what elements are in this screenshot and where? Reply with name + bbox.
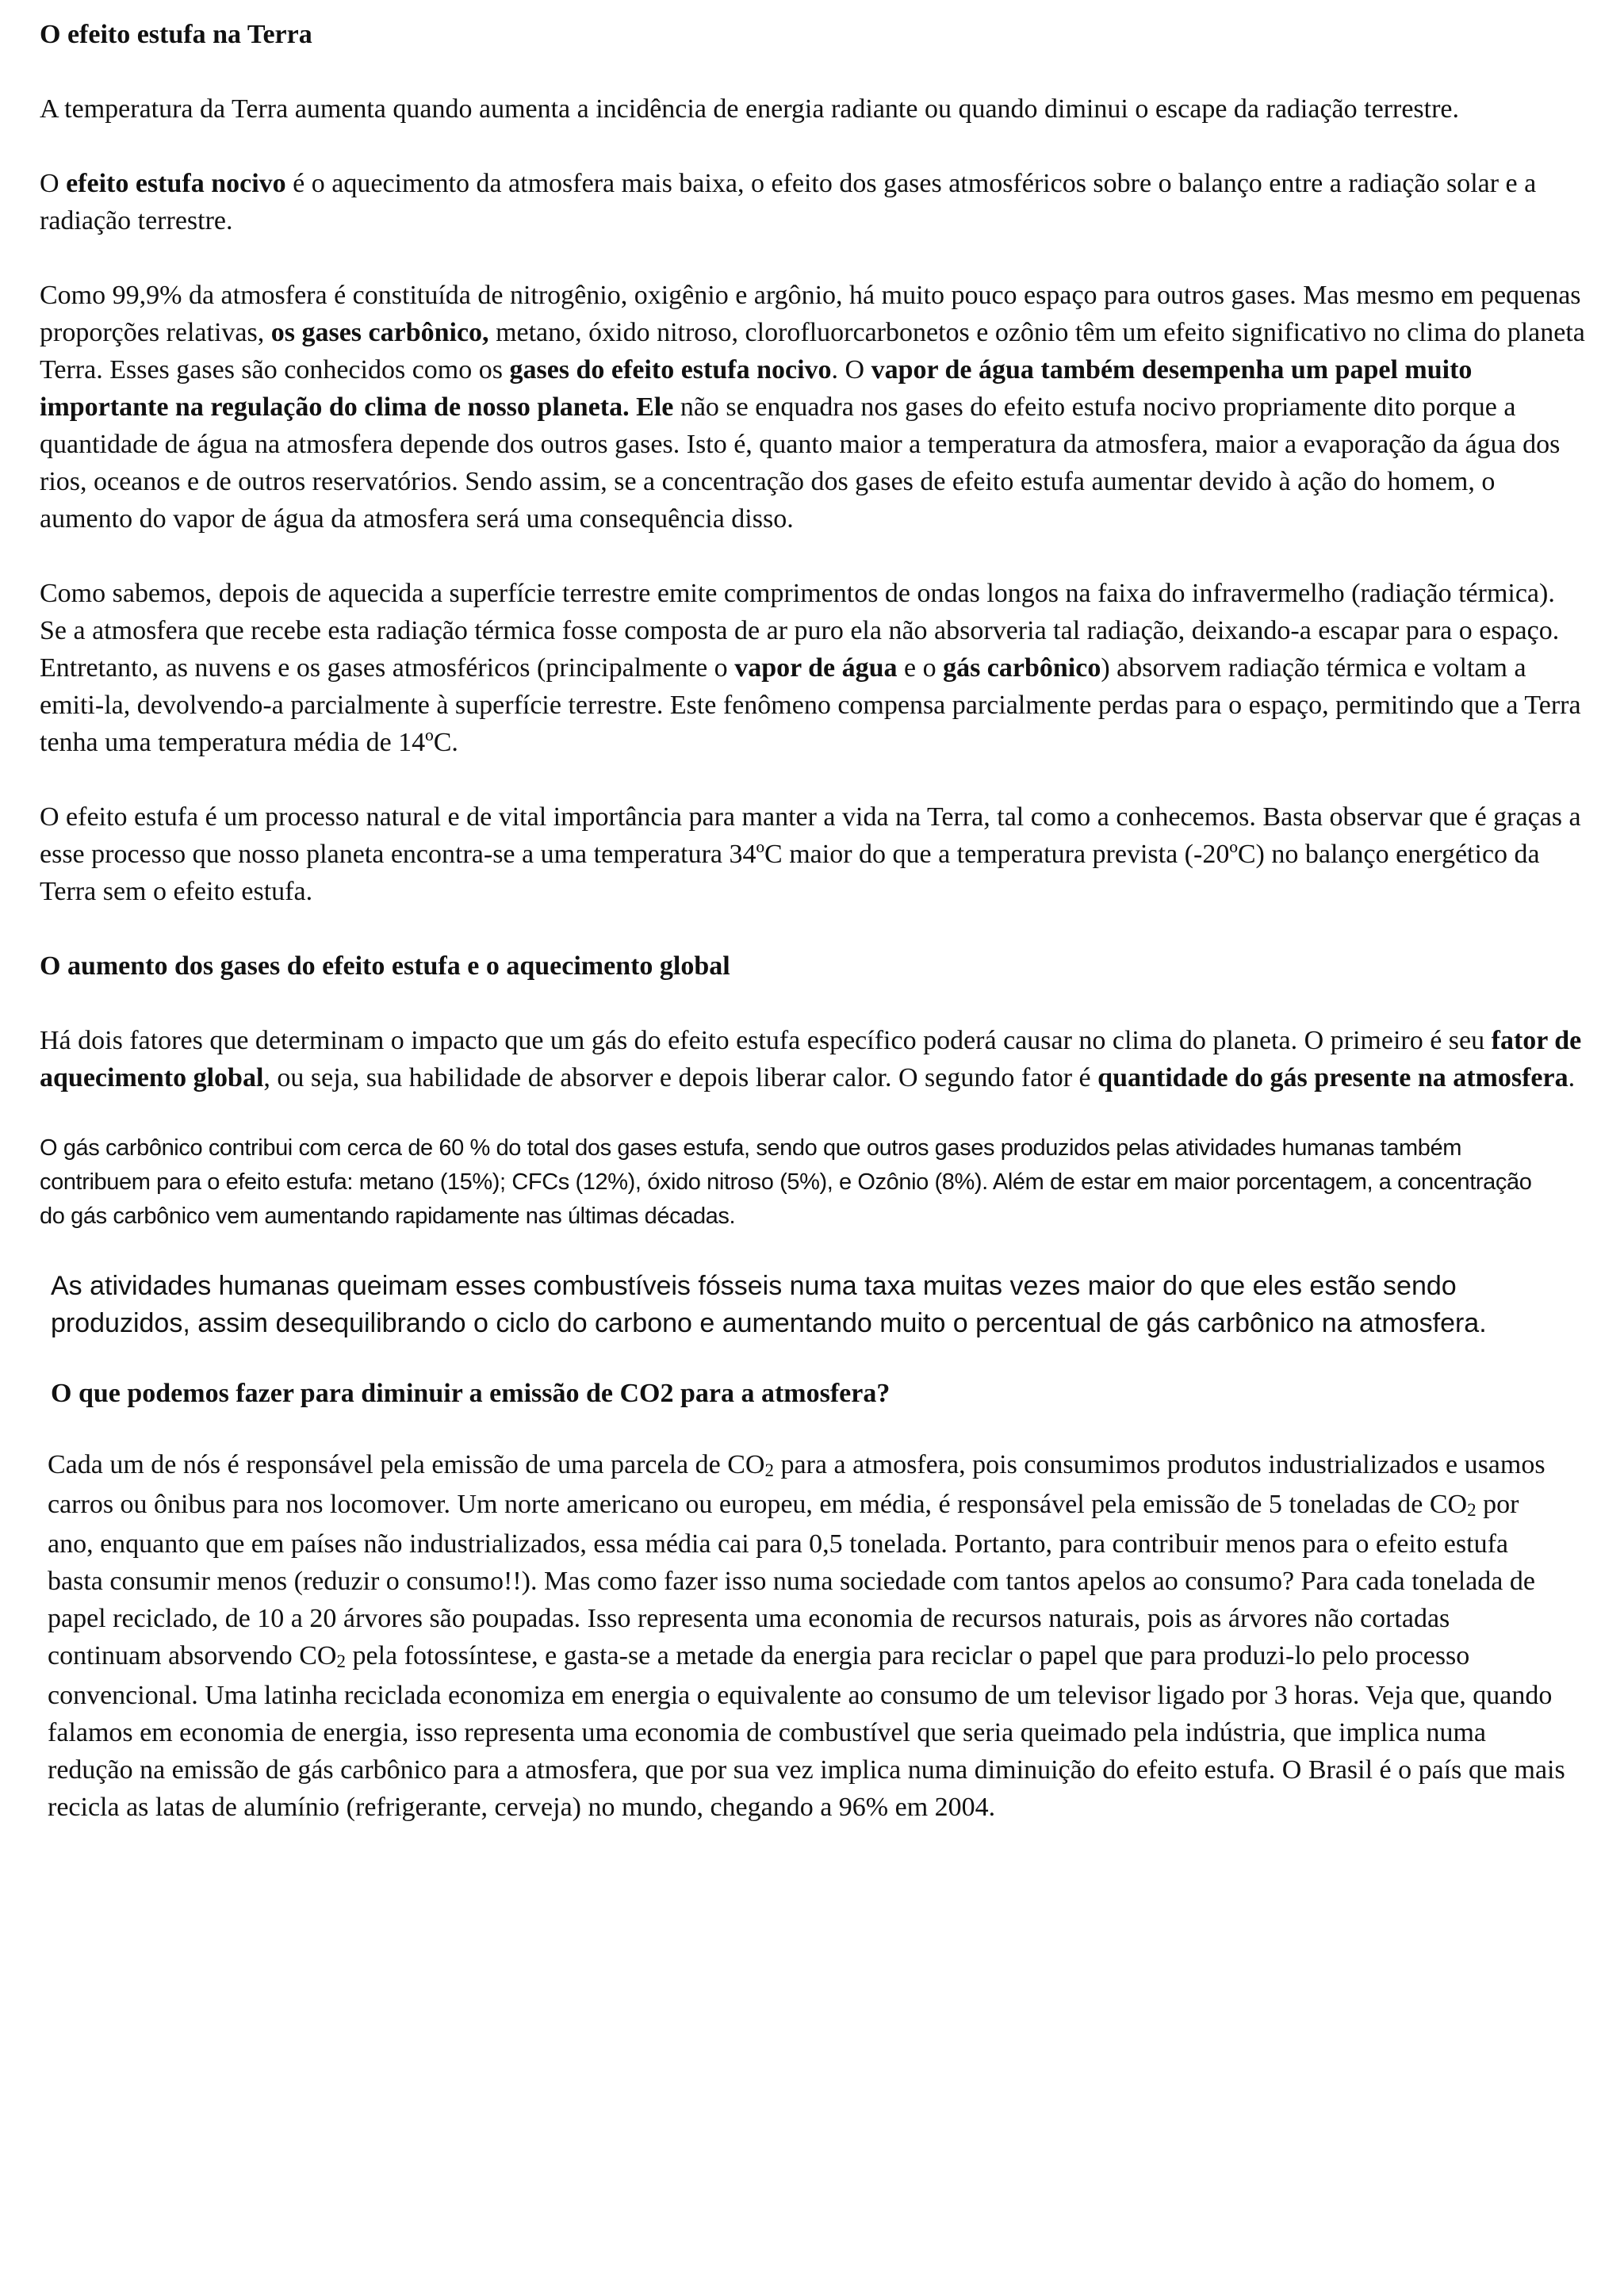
- paragraph-human-activities: As atividades humanas queimam esses combustíveis fósseis numa taxa muitas vezes maior do que eles estão sendo produzidos, assim desequilibrando o ciclo do carbono e aumentando muito o percentual de gás carbônico na atmosfera.: [51, 1271, 1487, 1338]
- paragraph-two-factors: [40, 1022, 1586, 1096]
- text-run: Cada um de nós é responsável pela emissão de uma parcela de CO: [48, 1450, 765, 1479]
- bold-text: quantidade do gás presente na atmosfera: [1097, 1063, 1568, 1093]
- paragraph-radiation: A temperatura da Terra aumenta quando aumenta a incidência de energia radiante ou quando diminui o escape da radiação terrestre.: [40, 94, 1459, 124]
- text-run: Há dois fatores que determinam o impacto que um gás do efeito estufa específico poderá causar no clima do planeta. O primeiro é seu: [40, 1026, 1492, 1055]
- subscript: 2: [1467, 1500, 1477, 1520]
- document-title: O efeito estufa na Terra: [40, 20, 312, 49]
- text-run: é o aquecimento da atmosfera mais baixa, o efeito dos gases atmosféricos sobre o balanço entre a radiação solar e a radiação terrestre.: [40, 169, 1537, 235]
- bold-text: vapor de água: [734, 653, 898, 683]
- text-run: não se enquadra nos gases do efeito estufa nocivo propriamente dito porque a quantidade de água na atmosfera depende dos outros gases. Isto é, quanto maior a temperatura da atmosfera, maior a evaporação da água dos rios, oceanos e de outros reservatórios. Sendo assim, se a concentração dos gases de efeito estufa aumentar devido à ação do homem, o aumento do vapor de água da atmosfera será uma consequência disso.: [40, 392, 1561, 534]
- text-run: por ano, enquanto que em países não industrializados, essa média cai para 0,5 tonelada. Portanto, para contribuir menos para o efeito estufa basta consumir menos (reduzir o consumo!!). Mas como fazer isso numa sociedade com tantos apelos ao consumo? Para cada tonelada de papel reciclado, de 10 a 20 árvores são poupadas. Isso representa uma economia de recursos naturais, pois as árvores não cortadas continuam absorvendo CO: [48, 1490, 1535, 1670]
- text-run: metano, óxido nitroso, clorofluorcarbonetos e ozônio têm um efeito significativo no clima do planeta Terra. Esses gases são conhecidos como os: [40, 318, 1585, 385]
- paragraph-atmosphere-gases: [40, 277, 1586, 538]
- text-run: pela fotossíntese, e gasta-se a metade da energia para reciclar o papel que para produzi-lo pelo processo convencional. Uma latinha reciclada economiza em energia o equivalente ao consumo de um televisor ligado por 3 horas. Veja que, quando falamos em economia de energia, isso representa uma economia de combustível que seria queimado pela indústria, que implica numa redução na emissão de gás carbônico para a atmosfera, que por sua vez implica numa diminuição do efeito estufa. O Brasil é o país que mais recicla as latas de alumínio (refrigerante, cerveja) no mundo, chegando a 96% em 2004.: [48, 1641, 1565, 1822]
- paragraph-gas-percentages: O gás carbônico contribui com cerca de 60 % do total dos gases estufa, sendo que outros gases produzidos pelas atividades humanas também contribuem para o efeito estufa: metano (15%); CFCs (12%), óxido nitroso (5%), e Ozônio (8%). Além de estar em maior porcentagem, a concentração do gás carbônico vem aumentando rapidamente nas últimas décadas.: [40, 1135, 1532, 1229]
- subscript: 2: [764, 1460, 774, 1480]
- text-run: Como sabemos, depois de aquecida a superfície terrestre emite comprimentos de ondas longos na faixa do infravermelho (radiação térmica). Se a atmosfera que recebe esta radiação térmica fosse composta de ar puro ela não absorveria tal radiação, deixando-a escapar para o espaço. Entretanto, as nuvens e os gases atmosféricos (principalmente o: [40, 579, 1560, 683]
- bold-text: Ele: [636, 392, 674, 422]
- bold-text: os gases carbônico,: [270, 318, 489, 347]
- text-run: O: [40, 169, 67, 198]
- subscript: 2: [336, 1651, 346, 1671]
- bold-text: efeito estufa nocivo: [66, 169, 286, 198]
- section-heading-co2-reduction: O que podemos fazer para diminuir a emissão de CO2 para a atmosfera?: [51, 1379, 891, 1408]
- paragraph-what-we-can-do: [40, 1446, 1570, 1826]
- text-run: , ou seja, sua habilidade de absorver e depois liberar calor. O segundo fator é: [263, 1063, 1098, 1093]
- text-run: e o: [897, 653, 944, 683]
- bold-text: gás carbônico: [943, 653, 1101, 683]
- paragraph-infrared: [40, 575, 1586, 761]
- text-run: .: [1568, 1063, 1576, 1093]
- bold-text: vapor de água também desempenha um papel muito importante na regulação do clima de nosso planeta.: [40, 355, 1473, 422]
- section-heading-global-warming: O aumento dos gases do efeito estufa e o aquecimento global: [40, 951, 730, 981]
- text-run: Como 99,9% da atmosfera é constituída de nitrogênio, oxigênio e argônio, há muito pouco espaço para outros gases. Mas mesmo em pequenas proporções relativas,: [40, 281, 1581, 347]
- bold-text: fator de aquecimento global: [40, 1026, 1582, 1093]
- bold-text: gases do efeito estufa nocivo: [509, 355, 832, 385]
- paragraph-natural-process: O efeito estufa é um processo natural e de vital importância para manter a vida na Terra, tal como a conhecemos. Basta observar que é graças a esse processo que nosso planeta encontra-se a uma temperatura 34ºC maior do que a temperatura prevista (-20ºC) no balanço energético da Terra sem o efeito estufa.: [40, 802, 1581, 906]
- paragraph-harmful-greenhouse: [40, 165, 1586, 239]
- text-run: [630, 392, 637, 422]
- document-page: [40, 16, 1586, 1826]
- text-run: para a atmosfera, pois consumimos produtos industrializados e usamos carros ou ônibus para nos locomover. Um norte americano ou europeu, em média, é responsável pela emissão de 5 toneladas de CO: [48, 1450, 1545, 1519]
- text-run: . O: [831, 355, 871, 385]
- text-run: ) absorvem radiação térmica e voltam a emiti-la, devolvendo-a parcialmente à superfície terrestre. Este fenômeno compensa parcialmente perdas para o espaço, permitindo que a Terra tenha uma temperatura média de 14ºC.: [40, 653, 1581, 757]
